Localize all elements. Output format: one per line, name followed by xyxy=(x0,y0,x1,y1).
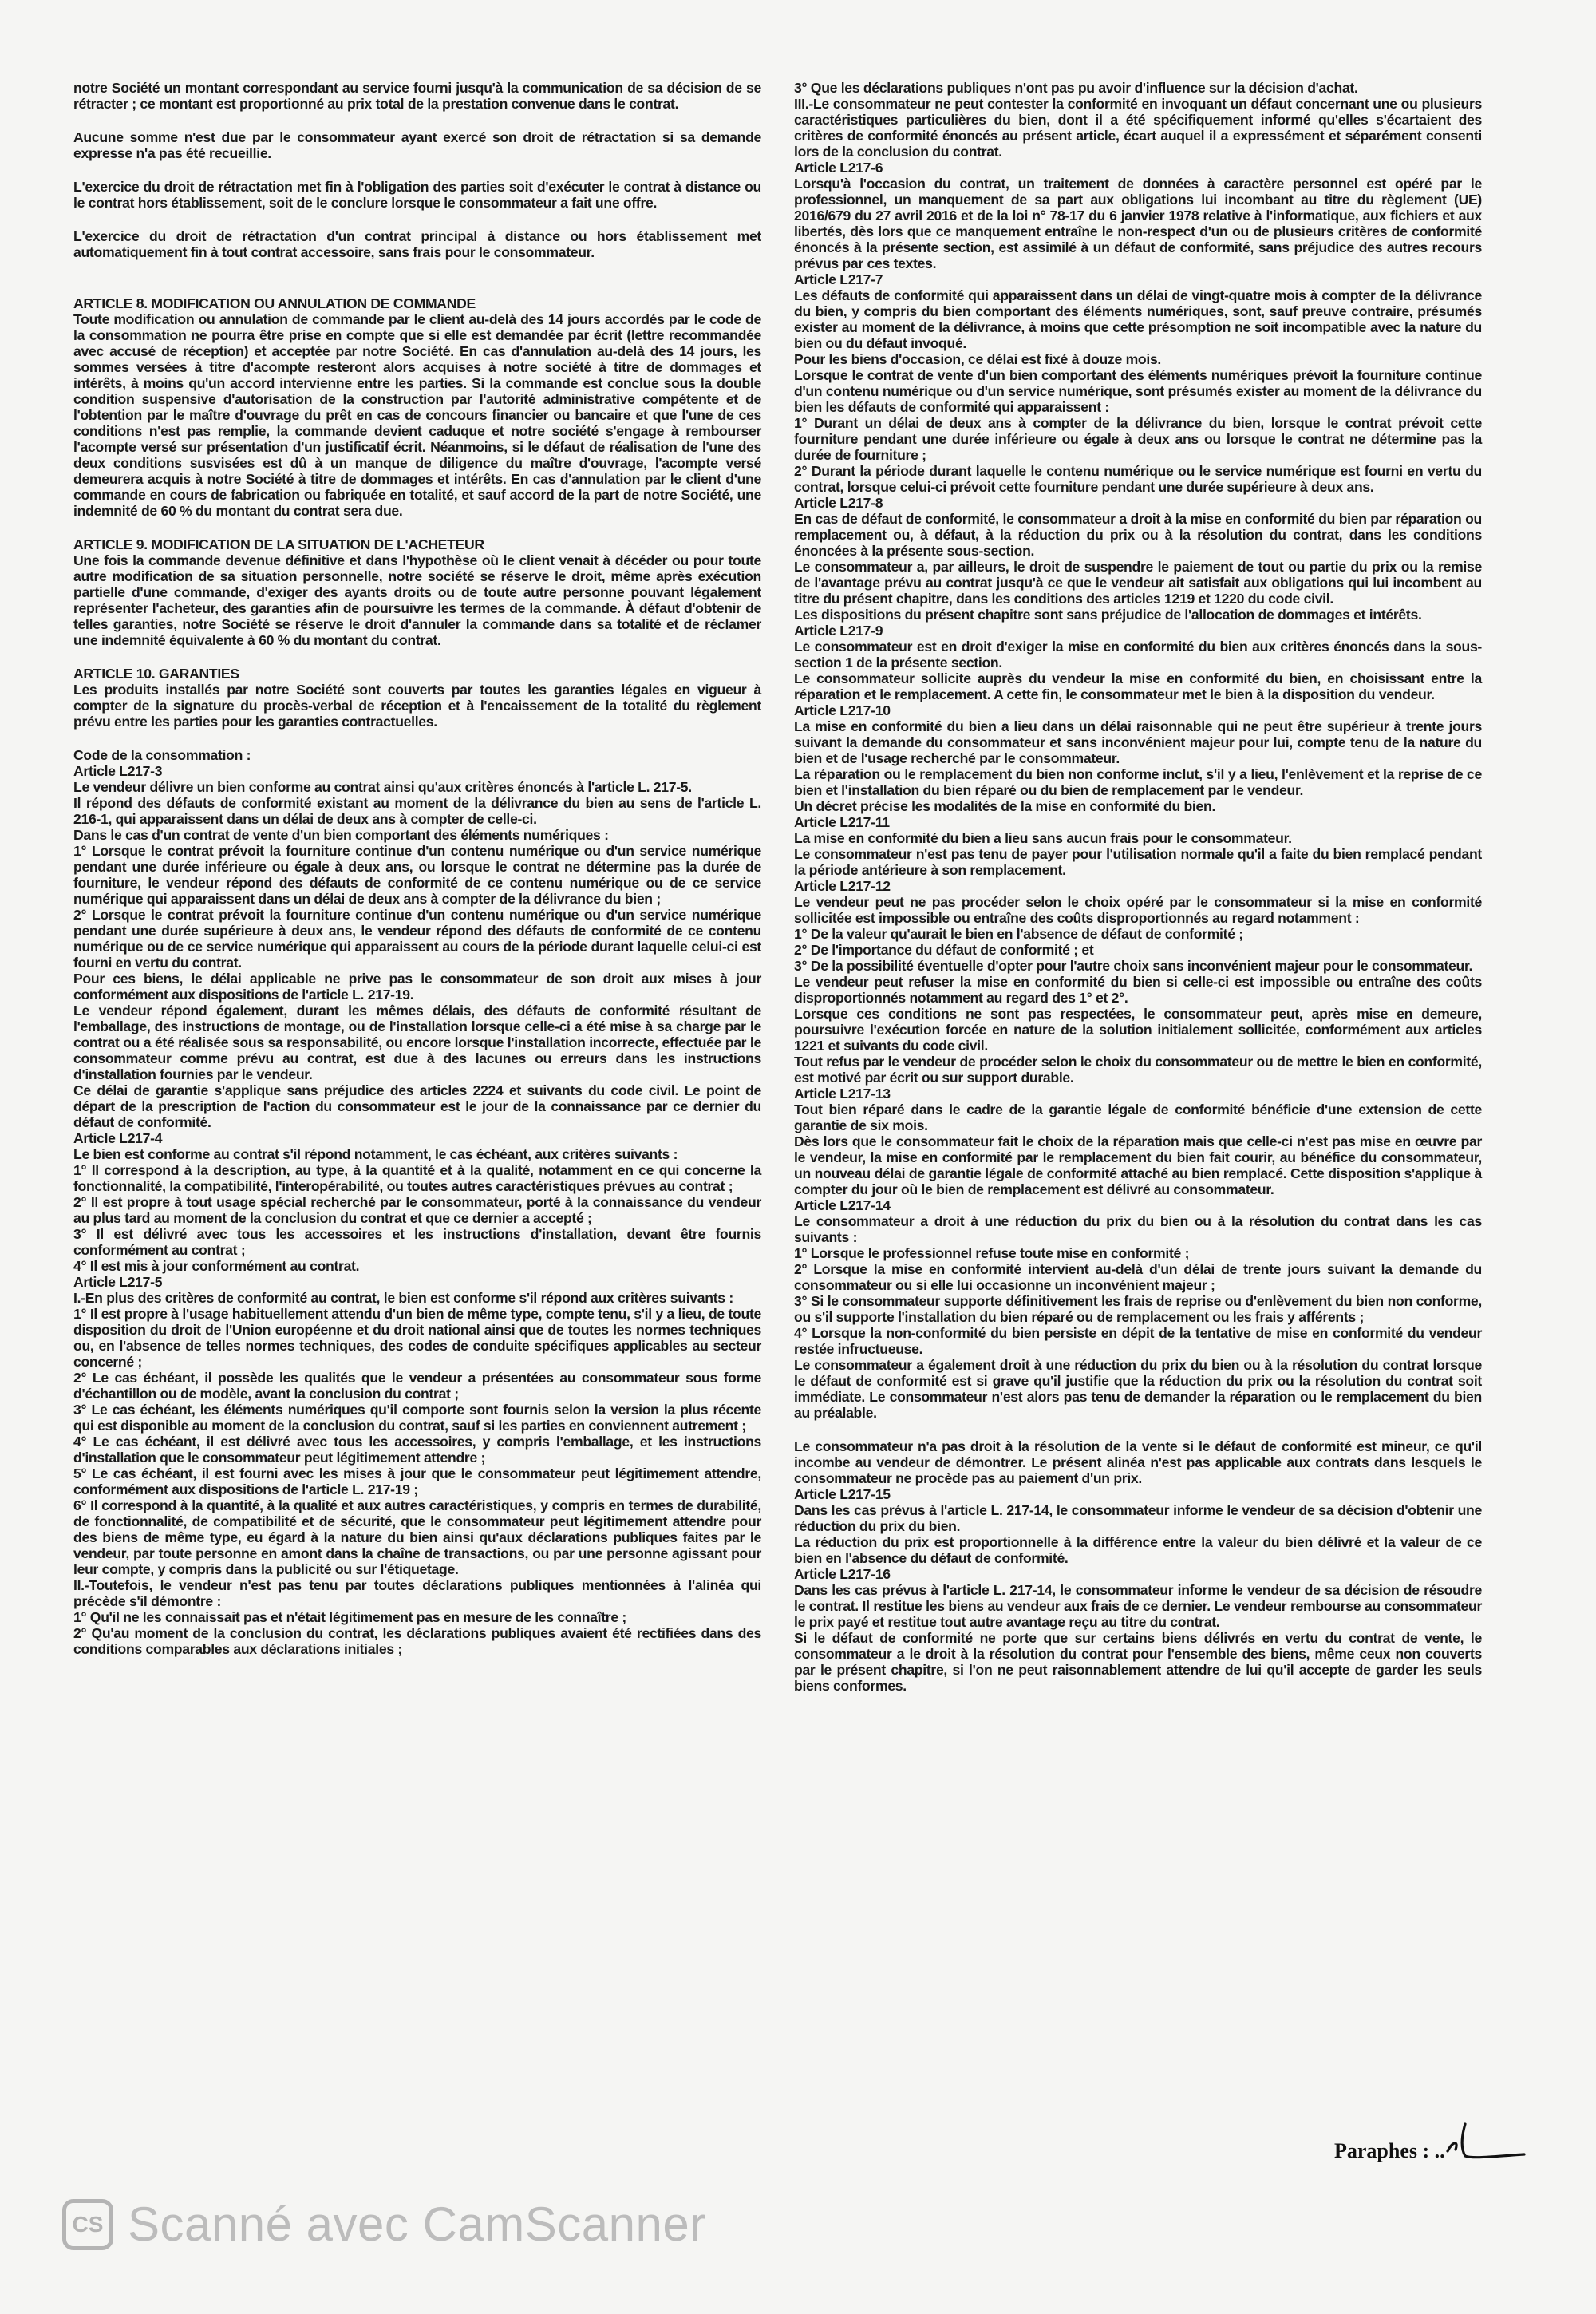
paragraph: 3° Le cas échéant, les éléments numériques qu'il comporte sont fournis selon la version la plus récente qui est disponible au moment de la conclusion du contrat, sauf si les parties en conviennent autrement ; xyxy=(73,1402,761,1434)
camscanner-text: Scanné avec CamScanner xyxy=(128,2197,706,2251)
paragraph: 5° Le cas échéant, il est fourni avec les mises à jour que le consommateur peut légitimement attendre, conformément aux dispositions de l'article L. 217-19 ; xyxy=(73,1466,761,1497)
paragraph: Le consommateur a également droit à une réduction du prix du bien ou à la résolution du contrat lorsque le défaut de conformité est si grave qu'il justifie que la réduction du prix ou la résolution du contrat soit immédiate. Le consommateur n'est alors pas tenu de demander la réparation ou le remplacement du bien au préalable. xyxy=(794,1357,1482,1421)
spacer xyxy=(73,278,761,295)
paragraph: 2° Le cas échéant, il possède les qualités que le vendeur a présentées au consommateur sous forme d'échantillon ou de modèle, avant la conclusion du contrat ; xyxy=(73,1370,761,1402)
spacer xyxy=(73,260,761,278)
paragraph: 1° Lorsque le contrat prévoit la fourniture continue d'un contenu numérique ou d'un service numérique pendant une durée inférieure ou égale à deux ans, ou lorsque le contrat ne détermine pas la durée de fourniture, le vendeur répond des défauts de conformité de ce contenu numérique ou de ce service numérique qui apparaissent dans un délai de deux ans à compter de la délivrance du bien ; xyxy=(73,843,761,907)
paragraph: I.-En plus des critères de conformité au contrat, le bien est conforme s'il répond aux critères suivants : xyxy=(73,1290,733,1306)
paragraph: Le consommateur a, par ailleurs, le droit de suspendre le paiement de tout ou partie du prix ou la remise de l'avantage prévu au contrat jusqu'à ce que le vendeur ait satisfait aux obligations qui lui incombent au titre du présent chapitre, dans les conditions des articles 1219 et 1220 du code civil. xyxy=(794,559,1482,607)
paragraph: 4° Il est mis à jour conformément au contrat. xyxy=(73,1258,360,1274)
paragraph: Pour ces biens, le délai applicable ne prive pas le consommateur de son droit aux mises à jour conformément aux dispositions de l'article L. 217-19. xyxy=(73,971,761,1003)
spacer xyxy=(73,519,761,536)
spacer xyxy=(73,112,761,129)
signature-icon xyxy=(1441,2119,1529,2167)
paragraph: Tout bien réparé dans le cadre de la garantie légale de conformité bénéficie d'une extension de cette garantie de six mois. xyxy=(794,1102,1482,1133)
paragraph: 2° Il est propre à tout usage spécial recherché par le consommateur, porté à la connaissance du vendeur au plus tard au moment de la conclusion du contrat et que ce dernier a accepté ; xyxy=(73,1194,761,1226)
paragraph: Il répond des défauts de conformité existant au moment de la délivrance du bien au sens de l'article L. 216-1, qui apparaissent dans un délai de deux ans à compter de celle-ci. xyxy=(73,795,761,827)
camscanner-logo-icon: CS xyxy=(62,2199,113,2250)
section-heading: Article L217-7 xyxy=(794,271,883,287)
paragraph: Le vendeur répond également, durant les mêmes délais, des défauts de conformité résultant de l'emballage, des instructions de montage, ou de l'installation lorsque celle-ci a été mise à sa charge par le contrat ou a été réalisée sous sa responsabilité, ou encore lorsque l'installation incorrecte, effectuée par le consommateur comme prévu au contrat, est due à des lacunes ou erreurs dans les instructions d'installation fournies par le vendeur. xyxy=(73,1003,761,1082)
section-heading: Article L217-16 xyxy=(794,1566,891,1582)
section-heading: Article L217-9 xyxy=(794,623,883,639)
paragraph: Dans les cas prévus à l'article L. 217-14, le consommateur informe le vendeur de sa décision de résoudre le contrat. Il restitue les biens au vendeur aux frais de ce dernier. Le vendeur rembourse au consommateur le prix payé et restitue tout autre avantage reçu au titre du contrat. xyxy=(794,1582,1482,1630)
camscanner-watermark xyxy=(62,2197,706,2252)
section-heading: Article L217-6 xyxy=(794,160,883,176)
section-heading: Article L217-12 xyxy=(794,878,891,894)
section-heading: Article L217-4 xyxy=(73,1130,163,1146)
section-heading: Article L217-11 xyxy=(794,814,890,830)
spacer xyxy=(73,161,761,179)
paragraph: La mise en conformité du bien a lieu sans aucun frais pour le consommateur. xyxy=(794,830,1292,846)
paragraph: Lorsque le contrat de vente d'un bien comportant des éléments numériques prévoit la fourniture continue d'un contenu numérique ou d'un service numérique, sont présumés exister au moment de la délivrance du bien les défauts de conformité qui apparaissent : xyxy=(794,367,1482,415)
right-column xyxy=(794,80,1482,1694)
paragraph: 1° Durant un délai de deux ans à compter de la délivrance du bien, lorsque le contrat prévoit cette fourniture pendant une durée inférieure ou égale à deux ans ou lorsque le contrat ne détermine pas la durée de fourniture ; xyxy=(794,415,1482,463)
paragraph: Lorsqu'à l'occasion du contrat, un traitement de données à caractère personnel est opéré par le professionnel, un manquement de sa part aux obligations lui incombant au titre du règlement (UE) 2016/679 du 27 avril 2016 et de la loi n° 78-17 du 6 janvier 1978 relative à l'informatique, aux fichiers et aux libertés, dès lors que ce manquement entraîne le non-respect d'un ou de plusieurs critères de conformité énoncés à la présente section, est assimilé à un défaut de conformité, sans préjudice des autres recours prévus par ces textes. xyxy=(794,176,1482,271)
paragraph: 2° Durant la période durant laquelle le contenu numérique ou le service numérique est fourni en vertu du contrat, lorsque celui-ci prévoit cette fourniture pendant une durée supérieure à deux ans. xyxy=(794,463,1482,495)
paragraph: La réparation ou le remplacement du bien non conforme inclut, s'il y a lieu, l'enlèvement et la reprise de ce bien et l'installation du bien réparé ou du bien de remplacement par le vendeur. xyxy=(794,766,1482,798)
paragraph: Dans les cas prévus à l'article L. 217-14, le consommateur informe le vendeur de sa décision d'obtenir une réduction du prix du bien. xyxy=(794,1502,1482,1534)
paragraph: Ce délai de garantie s'applique sans préjudice des articles 2224 et suivants du code civil. Le point de départ de la prescription de l'action du consommateur est le jour de la connaissance par ce dernier du défaut de conformité. xyxy=(73,1082,761,1130)
paragraph: La mise en conformité du bien a lieu dans un délai raisonnable qui ne peut être supérieur à trente jours suivant la demande du consommateur et sans inconvénient majeur pour lui, compte tenu de la nature du bien et de l'usage recherché par le consommateur. xyxy=(794,718,1482,766)
paragraph: 3° Si le consommateur supporte définitivement les frais de reprise ou d'enlèvement du bien non conforme, ou s'il supporte l'installation du bien réparé ou de remplacement ou les frais y afférents ; xyxy=(794,1293,1482,1325)
paragraph: 2° De l'importance du défaut de conformité ; et xyxy=(794,942,1094,958)
paragraph: 3° Que les déclarations publiques n'ont pas pu avoir d'influence sur la décision d'achat. xyxy=(794,80,1358,96)
paragraph: Le bien est conforme au contrat s'il répond notamment, le cas échéant, aux critères suivants : xyxy=(73,1146,678,1162)
paraphes-label: Paraphes : .. xyxy=(1334,2139,1445,2162)
paragraph: Si le défaut de conformité ne porte que sur certains biens délivrés en vertu du contrat de vente, le consommateur a le droit à la résolution du contrat pour l'ensemble des biens, même ceux non couverts par le présent chapitre, si l'on ne peut raisonnablement attendre de lui qu'il accepte de garder les seuls biens conformes. xyxy=(794,1630,1482,1694)
paragraph: III.-Le consommateur ne peut contester la conformité en invoquant un défaut concernant une ou plusieurs caractéristiques particulières du bien, dont il a été spécifiquement informé qu'elles s'écartaient des critères de conformité énoncés au présent article, écart auquel il a expressément et séparément consenti lors de la conclusion du contrat. xyxy=(794,96,1482,160)
paragraph: Le vendeur peut refuser la mise en conformité du bien si celle-ci est impossible ou entraîne des coûts disproportionnés notamment au regard des 1° et 2°. xyxy=(794,974,1482,1006)
paragraph: 3° De la possibilité éventuelle d'opter pour l'autre choix sans inconvénient majeur pour le consommateur. xyxy=(794,958,1473,974)
section-heading: Article L217-5 xyxy=(73,1274,163,1290)
section-heading: Code de la consommation : xyxy=(73,747,251,763)
section-heading: ARTICLE 10. GARANTIES xyxy=(73,666,239,682)
spacer xyxy=(73,648,761,666)
paragraph: 1° De la valeur qu'aurait le bien en l'absence de défaut de conformité ; xyxy=(794,926,1243,942)
paragraph: 4° Lorsque la non-conformité du bien persiste en dépit de la tentative de mise en conformité du vendeur restée infructueuse. xyxy=(794,1325,1482,1357)
paragraph: Le consommateur est en droit d'exiger la mise en conformité du bien aux critères énoncés dans la sous-section 1 de la présente section. xyxy=(794,639,1482,670)
paragraph: 1° Il correspond à la description, au type, à la quantité et à la qualité, notamment en ce qui concerne la fonctionnalité, la compatibilité, l'interopérabilité, ou toutes autres caractéristiques prévues au contrat ; xyxy=(73,1162,761,1194)
paragraph: Le consommateur a droit à une réduction du prix du bien ou à la résolution du contrat dans les cas suivants : xyxy=(794,1213,1482,1245)
paragraph: 1° Il est propre à l'usage habituellement attendu d'un bien de même type, compte tenu, s'il y a lieu, de toute disposition du droit de l'Union européenne et du droit national ainsi que de toutes les normes techniques ou, en l'absence de telles normes techniques, des codes de conduite spécifiques applicables au secteur concerné ; xyxy=(73,1306,761,1370)
spacer xyxy=(794,1421,1482,1438)
left-column xyxy=(73,80,761,1657)
paragraph: Dès lors que le consommateur fait le choix de la réparation mais que celle-ci n'est pas mise en œuvre par le vendeur, la mise en conformité par le remplacement du bien fait courir, au bénéfice du consommateur, un nouveau délai de garantie légale de conformité attaché au bien remplacé. Cette disposition s'applique à compter du jour où le bien de remplacement est délivré au consommateur. xyxy=(794,1133,1482,1197)
paragraph: Le consommateur n'a pas droit à la résolution de la vente si le défaut de conformité est mineur, ce qu'il incombe au vendeur de démontrer. Le présent alinéa n'est pas applicable aux contrats dans lesquels le consommateur ne procède pas au paiement d'un prix. xyxy=(794,1438,1482,1486)
paragraph: L'exercice du droit de rétractation d'un contrat principal à distance ou hors établissement met automatiquement fin à tout contrat accessoire, sans frais pour le consommateur. xyxy=(73,228,761,260)
paragraph: Tout refus par le vendeur de procéder selon le choix du consommateur ou de mettre le bien en conformité, est motivé par écrit ou sur support durable. xyxy=(794,1054,1482,1086)
spacer xyxy=(73,730,761,747)
section-heading: Article L217-13 xyxy=(794,1086,891,1102)
paragraph: II.-Toutefois, le vendeur n'est pas tenu par toutes déclarations publiques mentionnées à l'alinéa qui précède s'il démontre : xyxy=(73,1577,761,1609)
paragraph: 1° Lorsque le professionnel refuse toute mise en conformité ; xyxy=(794,1245,1190,1261)
paragraph: 6° Il correspond à la quantité, à la qualité et aux autres caractéristiques, y compris en termes de durabilité, de fonctionnalité, de compatibilité et de sécurité, que le consommateur peut légitimement attendre pour des biens de même type, eu égard à la nature du bien ainsi qu'aux déclarations publiques faites par le vendeur, par toute personne en amont dans la chaîne de transactions, ou par une personne agissant pour leur compte, y compris dans la publicité ou sur l'étiquetage. xyxy=(73,1497,761,1577)
paragraph: 3° Il est délivré avec tous les accessoires et les instructions d'installation, devant être fournis conformément au contrat ; xyxy=(73,1226,761,1258)
paragraph: Le consommateur n'est pas tenu de payer pour l'utilisation normale qu'il a faite du bien remplacé pendant la période antérieure à son remplacement. xyxy=(794,846,1482,878)
paragraph: Dans le cas d'un contrat de vente d'un bien comportant des éléments numériques : xyxy=(73,827,609,843)
paragraph: 2° Lorsque le contrat prévoit la fourniture continue d'un contenu numérique ou d'un service numérique pendant une durée supérieure à deux ans, le vendeur répond des défauts de conformité de ce contenu numérique ou de ce service numérique qui apparaissent au cours de la période durant laquelle celui-ci est fourni en vertu du contrat. xyxy=(73,907,761,971)
paragraph: 2° Lorsque la mise en conformité intervient au-delà d'un délai de trente jours suivant la demande du consommateur ou si elle lui occasionne un inconvénient majeur ; xyxy=(794,1261,1482,1293)
section-heading: ARTICLE 8. MODIFICATION OU ANNULATION DE COMMANDE xyxy=(73,295,476,311)
section-heading: Article L217-10 xyxy=(794,702,891,718)
section-heading: ARTICLE 9. MODIFICATION DE LA SITUATION DE L'ACHETEUR xyxy=(73,536,484,552)
paragraph: La réduction du prix est proportionnelle à la différence entre la valeur du bien délivré et la valeur de ce bien en l'absence du défaut de conformité. xyxy=(794,1534,1482,1566)
paragraph: 1° Qu'il ne les connaissait pas et n'était légitimement pas en mesure de les connaître ; xyxy=(73,1609,626,1625)
paragraph: Le vendeur délivre un bien conforme au contrat ainsi qu'aux critères énoncés à l'article L. 217-5. xyxy=(73,779,692,795)
paragraph: Les produits installés par notre Société sont couverts par toutes les garanties légales en vigueur à compter de la signature du procès-verbal de réception et à l'encaissement de la totalité du règlement prévu entre les parties pour les garanties contractuelles. xyxy=(73,682,761,730)
paragraph: Toute modification ou annulation de commande par le client au-delà des 14 jours accordés par le code de la consommation ne pourra être prise en compte que si elle est demandée par écrit (lettre recommandée avec accusé de réception) et acceptée par notre Société. En cas d'annulation au-delà des 14 jours, les sommes versées à titre d'acompte resteront alors acquises à notre société à titre de dommages et intérêts, à moins qu'un accord intervienne entre les parties. Si la commande est conclue sous la double condition suspensive d'autorisation de la construction par l'autorité administrative compétente et de l'obtention par le maître d'ouvrage du prêt en cas de concours financier ou bancaire et que l'une de ces conditions n'est pas remplie, la commande devient caduque et notre société s'engage à rembourser l'acompte versé sur présentation d'un justificatif écrit. Néanmoins, si le défaut de réalisation de l'une des deux conditions susvisées est dû à un manque de diligence du maître d'ouvrage, l'acompte versé demeurera acquis à notre Société à titre de dommages et intérêts. En cas d'annulation par le client d'une commande en cours de fabrication ou fabriquée en totalité, et sauf accord de la part de notre Société, une indemnité de 60 % du montant du contrat sera due. xyxy=(73,311,761,519)
section-heading: Article L217-15 xyxy=(794,1486,891,1502)
spacer xyxy=(73,211,761,228)
paragraph: notre Société un montant correspondant au service fourni jusqu'à la communication de sa décision de se rétracter ; ce montant est proportionné au prix total de la prestation convenue dans le contrat. xyxy=(73,80,761,112)
paragraph: Le vendeur peut ne pas procéder selon le choix opéré par le consommateur si la mise en conformité sollicitée est impossible ou entraîne des coûts disproportionnés au regard notamment : xyxy=(794,894,1482,926)
paragraph: Les dispositions du présent chapitre sont sans préjudice de l'allocation de dommages et intérêts. xyxy=(794,607,1422,623)
paragraph: Une fois la commande devenue définitive et dans l'hypothèse où le client venait à décéder ou pour toute autre modification de sa situation personnelle, notre société se réserve le droit, même après exécution partielle d'une commande, d'exiger des ayants droits ou de toute autre personne pouvant légalement représenter l'acheteur, des garanties afin de poursuivre les termes de la commande. À défaut d'obtenir de telles garanties, notre Société se réserve le droit d'annuler la commande dans sa totalité et de réclamer une indemnité équivalente à 60 % du montant du contrat. xyxy=(73,552,761,648)
paragraph: 2° Qu'au moment de la conclusion du contrat, les déclarations publiques avaient été rectifiées dans des conditions comparables aux déclarations initiales ; xyxy=(73,1625,761,1657)
section-heading: Article L217-8 xyxy=(794,495,883,511)
paragraph: Les défauts de conformité qui apparaissent dans un délai de vingt-quatre mois à compter de la délivrance du bien, y compris du bien comportant des éléments numériques, sont, sauf preuve contraire, présumés exister au moment de la délivrance, à moins que cette présomption ne soit incompatible avec la nature du bien ou du défaut invoqué. xyxy=(794,287,1482,351)
paragraph: L'exercice du droit de rétractation met fin à l'obligation des parties soit d'exécuter le contrat à distance ou le contrat hors établissement, soit de le conclure lorsque le consommateur a fait une offre. xyxy=(73,179,761,211)
section-heading: Article L217-14 xyxy=(794,1197,891,1213)
paragraph: 4° Le cas échéant, il est délivré avec tous les accessoires, y compris l'emballage, et les instructions d'installation que le consommateur peut légitimement attendre ; xyxy=(73,1434,761,1466)
paragraph: En cas de défaut de conformité, le consommateur a droit à la mise en conformité du bien par réparation ou remplacement ou, à défaut, à la réduction du prix ou à la résolution du contrat, dans les conditions énoncées à la présente sous-section. xyxy=(794,511,1482,559)
paragraph: Aucune somme n'est due par le consommateur ayant exercé son droit de rétractation si sa demande expresse n'a pas été recueillie. xyxy=(73,129,761,161)
paragraph: Lorsque ces conditions ne sont pas respectées, le consommateur peut, après mise en demeure, poursuivre l'exécution forcée en nature de la solution initialement sollicitée, conformément aux articles 1221 et suivants du code civil. xyxy=(794,1006,1482,1054)
paragraph: Un décret précise les modalités de la mise en conformité du bien. xyxy=(794,798,1216,814)
paragraph: Pour les biens d'occasion, ce délai est fixé à douze mois. xyxy=(794,351,1162,367)
section-heading: Article L217-3 xyxy=(73,763,163,779)
paragraph: Le consommateur sollicite auprès du vendeur la mise en conformité du bien, en choisissant entre la réparation et le remplacement. A cette fin, le consommateur met le bien à la disposition du vendeur. xyxy=(794,670,1482,702)
